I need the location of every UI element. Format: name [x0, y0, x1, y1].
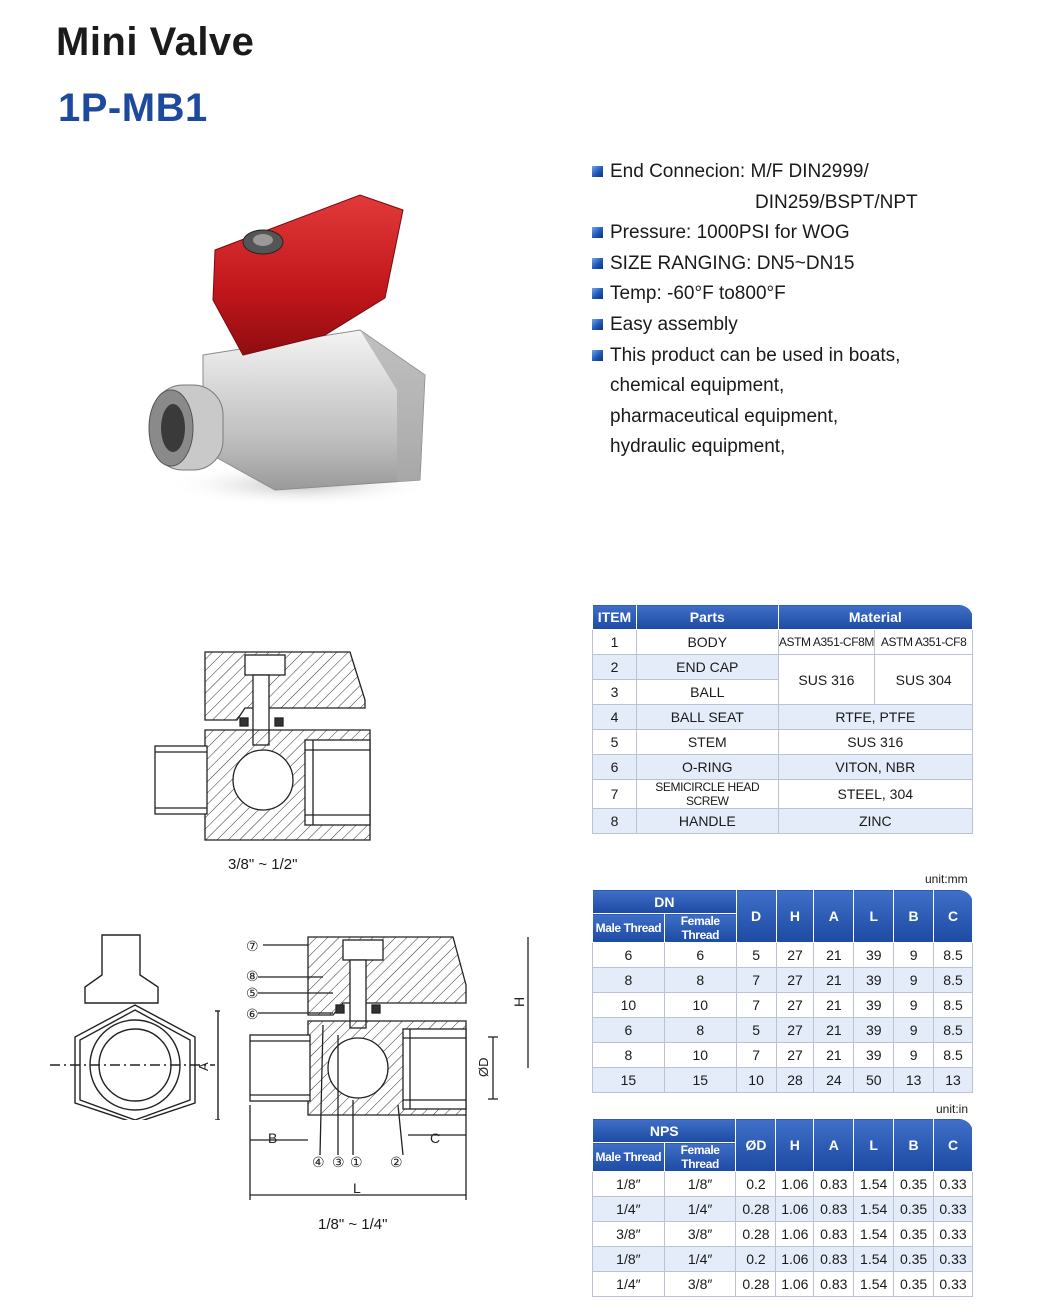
dn-group-header: DN [593, 890, 737, 914]
table-cell: 7 [736, 968, 776, 993]
table-cell: 6 [593, 1018, 665, 1043]
table-cell: 0.28 [736, 1272, 776, 1297]
table-cell: 39 [854, 968, 894, 993]
table-cell: 0.33 [934, 1222, 973, 1247]
item-cell: 2 [593, 655, 637, 680]
nps-group-header: NPS [593, 1119, 736, 1143]
male-thread-header: Male Thread [593, 914, 665, 943]
part-cell: END CAP [636, 655, 778, 680]
table-cell: 8.5 [934, 968, 973, 993]
table-cell: 1.06 [776, 1272, 814, 1297]
table-cell: 8 [593, 968, 665, 993]
table-cell: 15 [593, 1068, 665, 1093]
table-cell: 3/8″ [664, 1222, 736, 1247]
table-cell: 1.06 [776, 1222, 814, 1247]
col-header: B [894, 1119, 934, 1172]
table-cell: 8.5 [934, 1018, 973, 1043]
table-cell: 50 [854, 1068, 894, 1093]
col-header: D [736, 890, 776, 943]
feature-item: End Connecion: M/F DIN2999/ DIN259/BSPT/NPT [592, 157, 1032, 218]
table-cell: 1/8″ [593, 1247, 665, 1272]
square-bullet-icon [592, 350, 603, 361]
col-header: L [854, 1119, 894, 1172]
table-cell: 1.06 [776, 1172, 814, 1197]
part-cell: BALL SEAT [636, 705, 778, 730]
table-cell: 8.5 [934, 993, 973, 1018]
table-cell: 13 [894, 1068, 934, 1093]
table-cell: 9 [894, 1018, 934, 1043]
table-row [593, 1222, 973, 1247]
table-cell: 0.83 [814, 1272, 854, 1297]
table-row [593, 1068, 973, 1093]
table-row [593, 1172, 973, 1197]
table-cell: 8 [664, 968, 736, 993]
table-cell: 28 [776, 1068, 814, 1093]
col-header: A [814, 890, 854, 943]
callout-5: ⑤ [246, 985, 259, 1001]
model-number: 1P-MB1 [58, 86, 208, 130]
col-header: H [776, 890, 814, 943]
col-header: H [776, 1119, 814, 1172]
male-thread-header: Male Thread [593, 1143, 665, 1172]
callout-4: ④ [312, 1154, 325, 1170]
table-row [593, 968, 973, 993]
table-cell: 10 [664, 993, 736, 1018]
table-cell: 0.83 [814, 1172, 854, 1197]
dim-h-label: H [511, 996, 527, 1007]
col-header: B [894, 890, 934, 943]
table-cell: 9 [894, 968, 934, 993]
table-cell: 1.54 [854, 1247, 894, 1272]
table-cell: 1/8″ [593, 1172, 665, 1197]
table-cell: 0.35 [894, 1222, 934, 1247]
table-cell: 21 [814, 1018, 854, 1043]
table-cell: 21 [814, 993, 854, 1018]
header-parts: Parts [636, 605, 778, 630]
col-header: C [934, 890, 973, 943]
material-cell: RTFE, PTFE [778, 705, 972, 730]
table-cell: 0.35 [894, 1272, 934, 1297]
dim-a-label: A [196, 1062, 211, 1071]
table-cell: 7 [736, 993, 776, 1018]
part-cell: SEMICIRCLE HEAD SCREW [636, 780, 778, 809]
table-cell: 6 [664, 943, 736, 968]
table-cell: 5 [736, 1018, 776, 1043]
item-cell: 7 [593, 780, 637, 809]
table-cell: 0.33 [934, 1197, 973, 1222]
part-cell: HANDLE [636, 809, 778, 834]
item-cell: 5 [593, 730, 637, 755]
table-cell: 1.54 [854, 1222, 894, 1247]
table-cell: 27 [776, 943, 814, 968]
header-material: Material [778, 605, 972, 630]
material-cell: VITON, NBR [778, 755, 972, 780]
table-cell: 10 [593, 993, 665, 1018]
table-cell: 1.06 [776, 1197, 814, 1222]
dim-l-label: L [353, 1180, 361, 1196]
dim-c-label: C [430, 1130, 441, 1146]
table-cell: 21 [814, 968, 854, 993]
part-cell: STEM [636, 730, 778, 755]
material-cell: ASTM A351-CF8M [778, 630, 875, 655]
table-row [593, 1272, 973, 1297]
callout-3: ③ [332, 1154, 345, 1170]
dim-od-label: ØD [476, 1057, 491, 1077]
table-cell: 1.54 [854, 1172, 894, 1197]
table-cell: 1.54 [854, 1197, 894, 1222]
parts-material-table [592, 604, 973, 834]
table-cell: 9 [894, 943, 934, 968]
table-cell: 0.2 [736, 1172, 776, 1197]
table-cell: 27 [776, 1043, 814, 1068]
part-cell: O-RING [636, 755, 778, 780]
table-cell: 8 [593, 1043, 665, 1068]
unit-in-label: unit:in [936, 1102, 969, 1116]
table-cell: 0.83 [814, 1247, 854, 1272]
table-row [593, 943, 973, 968]
item-cell: 3 [593, 680, 637, 705]
item-cell: 6 [593, 755, 637, 780]
end-view-drawing [40, 925, 230, 1120]
drawing-bottom-caption: 1/8" ~ 1/4" [318, 1216, 388, 1233]
nps-dimension-table [592, 1118, 973, 1297]
material-cell: ASTM A351-CF8 [875, 630, 973, 655]
table-cell: 8.5 [934, 943, 973, 968]
callout-6: ⑥ [246, 1006, 259, 1022]
item-cell: 8 [593, 809, 637, 834]
table-row [593, 993, 973, 1018]
material-cell: SUS 304 [875, 655, 973, 705]
table-cell: 10 [736, 1068, 776, 1093]
female-thread-header: Female Thread [664, 914, 736, 943]
table-cell: 1/4″ [593, 1272, 665, 1297]
table-cell: 27 [776, 1018, 814, 1043]
feature-item: Easy assembly [592, 310, 1032, 341]
square-bullet-icon [592, 227, 603, 238]
feature-item: SIZE RANGING: DN5~DN15 [592, 249, 1032, 280]
material-cell: ZINC [778, 809, 972, 834]
table-cell: 39 [854, 993, 894, 1018]
table-cell: 1/8″ [664, 1172, 736, 1197]
item-cell: 1 [593, 630, 637, 655]
material-cell: SUS 316 [778, 730, 972, 755]
table-row [593, 1197, 973, 1222]
square-bullet-icon [592, 166, 603, 177]
table-row [593, 1247, 973, 1272]
table-cell: 0.33 [934, 1172, 973, 1197]
table-cell: 0.33 [934, 1247, 973, 1272]
page-title: Mini Valve [56, 20, 255, 64]
table-cell: 3/8″ [593, 1222, 665, 1247]
table-cell: 21 [814, 1043, 854, 1068]
feature-item: Pressure: 1000PSI for WOG [592, 218, 1032, 249]
material-cell: SUS 316 [778, 655, 875, 705]
table-cell: 1/4″ [593, 1197, 665, 1222]
table-cell: 1/4″ [664, 1197, 736, 1222]
table-cell: 6 [593, 943, 665, 968]
callout-7: ⑦ [246, 938, 259, 954]
table-cell: 24 [814, 1068, 854, 1093]
table-cell: 15 [664, 1068, 736, 1093]
square-bullet-icon [592, 288, 603, 299]
table-cell: 1.54 [854, 1272, 894, 1297]
table-cell: 5 [736, 943, 776, 968]
square-bullet-icon [592, 258, 603, 269]
table-cell: 0.28 [736, 1222, 776, 1247]
dim-b-label: B [268, 1130, 278, 1146]
table-cell: 1.06 [776, 1247, 814, 1272]
female-thread-header: Female Thread [664, 1143, 736, 1172]
table-cell: 39 [854, 1043, 894, 1068]
col-header: C [934, 1119, 973, 1172]
table-row [593, 1018, 973, 1043]
col-header: L [854, 890, 894, 943]
table-cell: 0.35 [894, 1197, 934, 1222]
table-cell: 0.83 [814, 1222, 854, 1247]
col-header: ØD [736, 1119, 776, 1172]
table-cell: 0.83 [814, 1197, 854, 1222]
cross-section-drawing-bottom [238, 925, 538, 1210]
table-cell: 39 [854, 943, 894, 968]
dn-dimension-table [592, 889, 973, 1093]
table-cell: 7 [736, 1043, 776, 1068]
callout-2: ② [390, 1154, 403, 1170]
square-bullet-icon [592, 319, 603, 330]
drawing-top-caption: 3/8" ~ 1/2" [228, 856, 298, 873]
feature-item: This product can be used in boats, chemical equipment, pharmaceutical equipment, hydraulic equipment, [592, 341, 1032, 463]
table-cell: 9 [894, 1043, 934, 1068]
table-cell: 1/4″ [664, 1247, 736, 1272]
table-row [593, 1043, 973, 1068]
col-header: A [814, 1119, 854, 1172]
table-cell: 0.35 [894, 1172, 934, 1197]
part-cell: BODY [636, 630, 778, 655]
unit-mm-label: unit:mm [925, 872, 968, 886]
cross-section-drawing-top [145, 640, 380, 850]
table-cell: 0.2 [736, 1247, 776, 1272]
table-cell: 21 [814, 943, 854, 968]
table-cell: 0.35 [894, 1247, 934, 1272]
table-cell: 3/8″ [664, 1272, 736, 1297]
valve-photo [135, 180, 445, 520]
header-item: ITEM [593, 605, 637, 630]
part-cell: BALL [636, 680, 778, 705]
table-cell: 0.28 [736, 1197, 776, 1222]
feature-list [592, 157, 1032, 463]
item-cell: 4 [593, 705, 637, 730]
table-cell: 13 [934, 1068, 973, 1093]
table-cell: 8.5 [934, 1043, 973, 1068]
table-cell: 9 [894, 993, 934, 1018]
feature-item: Temp: -60°F to800°F [592, 279, 1032, 310]
table-cell: 27 [776, 968, 814, 993]
callout-1: ① [350, 1154, 363, 1170]
table-cell: 10 [664, 1043, 736, 1068]
callout-8: ⑧ [246, 968, 259, 984]
material-cell: STEEL, 304 [778, 780, 972, 809]
table-cell: 0.33 [934, 1272, 973, 1297]
table-cell: 27 [776, 993, 814, 1018]
table-cell: 8 [664, 1018, 736, 1043]
table-cell: 39 [854, 1018, 894, 1043]
